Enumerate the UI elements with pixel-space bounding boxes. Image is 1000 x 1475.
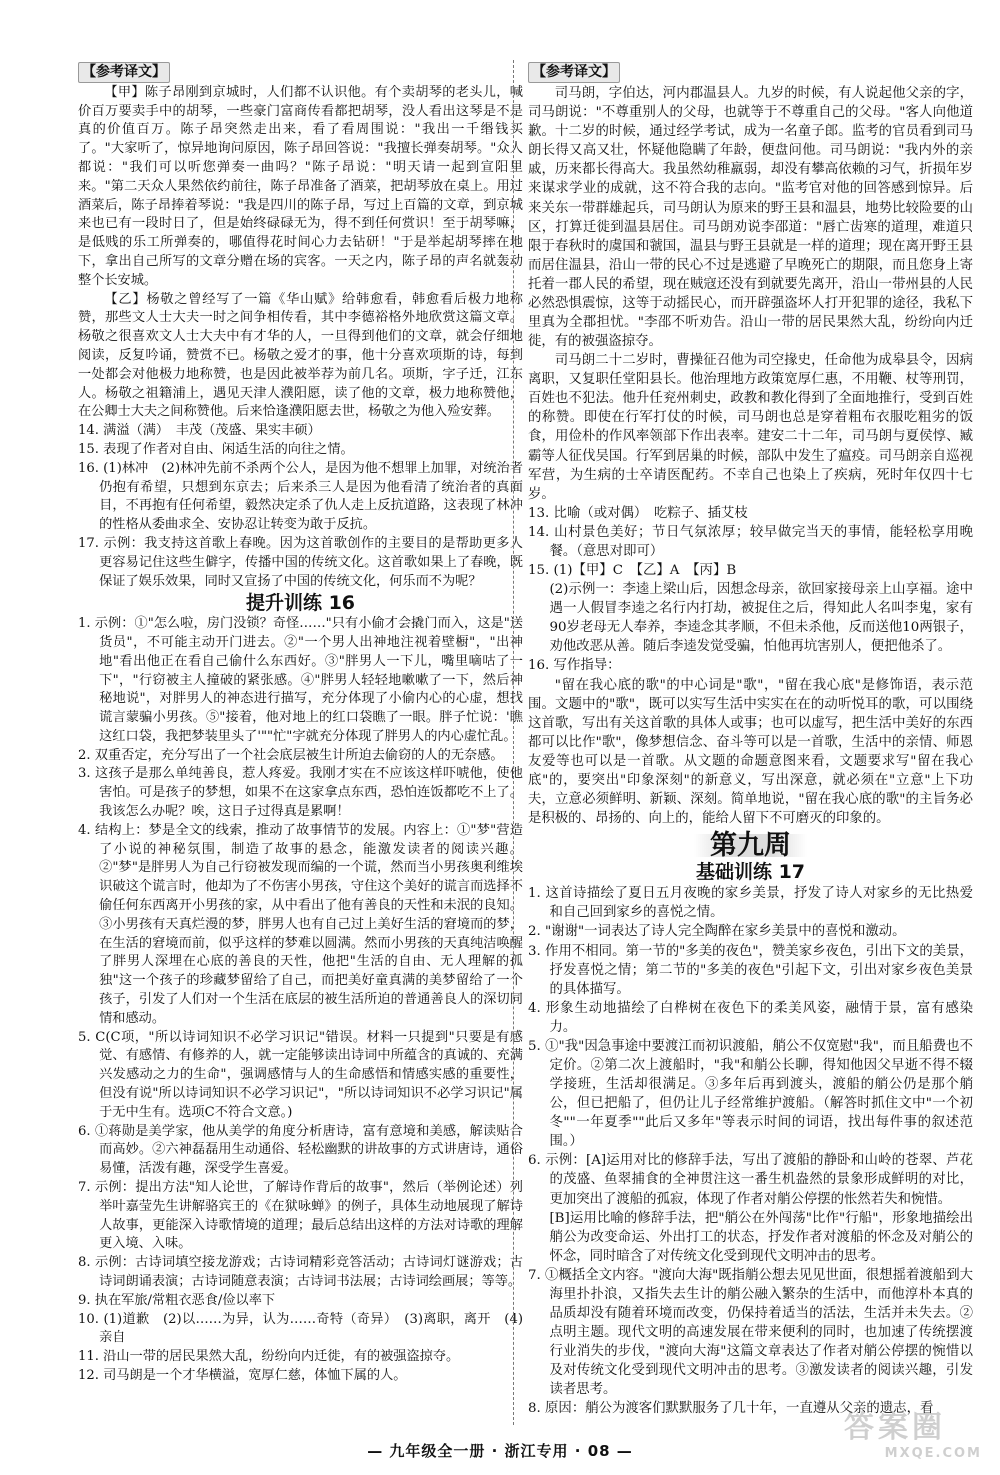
answer-14: 14. 满溢（满） 丰茂（茂盛、果实丰硕） <box>78 423 321 439</box>
page-footer: — 九年级全一册 · 浙江专用 · 08 — <box>367 1442 633 1460</box>
answer-t16-9: 9. 执在军旅/常粗衣恶食/俭以率下 <box>78 1292 276 1308</box>
answer-t17-6: 6. 示例：[A]运用对比的修辞手法，写出了渡船的静卧和山岭的苍翠、芦花的茂盛、鱼翠捕食的全神贯注这一番生机盎然的景象形成鲜明的对比，更加突出了渡船的孤寂，体现了作者对艄公停摆的怅然若失和惋惜。 <box>528 1153 973 1207</box>
answer-15: 15. 表现了作者对自由、闲适生活的向往之情。 <box>78 441 354 457</box>
week-banner <box>528 830 973 862</box>
translation-paragraph-jia: 【甲】陈子昂刚到京城时，人们都不认识他。有个卖胡琴的老头儿，喊价百万要卖手中的胡琴，一些豪门富商传看都把胡琴，没人看出这琴是不是真的价值百万。陈子昂突然走出来，看了看周围说："我出一千缗钱买了。"大家听了，惊异地询问原因，陈子昂回答说："我擅长弹奏胡琴。"众人都说："我们可以听您弹奏一曲吗？"陈子昂说："明天请一起到宣阳里来。"第二天众人果然依约前往，陈子昂准备了酒菜，把胡琴放在桌上。用过酒菜后，陈子昂捧着琴说："我是四川的陈子昂，写过上百篇的文章，到京城来也已有一段时日了，但是始终碌碌无为，得不到任何赏识！至于胡琴嘛，是低贱的乐工所弹奏的，哪值得花时间心力去钻研！"于是举起胡琴摔在地下，拿出自己所写的文章分赠在场的宾客。一天之内，陈子昂的声名就轰动整个长安城。 <box>78 84 523 288</box>
answer-t17-8: 8. 原因：艄公为渡客们默默服务了几十年，一直遵从父亲的遗志，看 <box>528 1401 934 1417</box>
answer-t16-2: 2. 双重否定，充分写出了一个社会底层被生计所迫去偷窃的人的无奈感。 <box>78 747 504 763</box>
watermark-text: 答案圈 <box>844 1410 946 1445</box>
answer-t16-1: 1. 示例：①"怎么啦，房门没锁？奇怪……"只有小偷才会撬门而入，这是"送货员"，不可能主动开门进去。②"一个男人出神地注视着壁橱"，"出神地"看出他正在看自己偷什么东西好。③"胖男人一下儿，嘴里嘀咕了一下"，"行窃被主人撞破的紧张感。④"胖男人轻轻地嗽嗽了一下，然后神秘地说"，对胖男人的神态进行描写，充分体现了小偷内心的心虚，想找谎言蒙骗小男孩。⑤"接着，他对地上的红口袋瞧了一眼。胖子忙说：'瞧这红口袋，我把梦装里头了'""忙"字就充分体现了胖男人的内心虚忙乱。 <box>78 616 523 744</box>
answer-16: 16. (1)林冲 (2)林冲先前不杀两个公人，是因为他不想罪上加罪，对统治者仍抱有希望，只想到东京去；后来杀三人是因为他看清了统治者的真面目，不再抱有任何希望，毅然决定杀了仇人走上反抗道路，这表现了林冲的性格从委曲求全、安协忍让转变为敢于反抗。 <box>78 460 523 533</box>
answer-t16-11: 11. 沿山一带的居民果然大乱，纷纷向内迁徙，有的被强盗掠夺。 <box>78 1349 460 1365</box>
answer-t16-5: 5. C(C项，"所以诗词知识不必学习识记"错误。材料一只提到"只要是有感觉、有感情、有修养的人，就一定能够读出诗词中所蕴含的真诚的、充满兴发感动之力的生命"，强调感情与人的生命感悟和情感实感的重要性，但没有说"所以诗词知识不必学习识记"，"所以诗词知识不必学习识记"属于无中生有。选项C不符合文意。) <box>78 1029 523 1120</box>
answer-t17-1: 1. 这首诗描绘了夏日五月夜晚的家乡美景，抒发了诗人对家乡的无比热爱和自己回到家乡的喜悦之情。 <box>528 886 973 921</box>
answer-15-1: 15. (1)【甲】C 【乙】A 【丙】B <box>528 563 737 579</box>
answer-t16-7: 7. 示例：提出方法"知人论世，了解诗作背后的故事"，然后（举例论述）列举叶嘉莹先生讲解骆宾王的《在狱咏蝉》的例子，具体生动地展现了解诗人故事，更能深入诗歌情境的道理；最后总结出这样的方法对诗歌的理解更入境、入味。 <box>78 1180 523 1252</box>
section-heading-training-17: 基础训练 17 <box>695 861 806 884</box>
watermark-logo <box>844 1402 982 1466</box>
answer-15-2: (2)示例一：李逵上梁山后，因想念母亲，欲回家接母亲上山享福。途中遇一人假冒李逵之名行内打劫，被捉住之后，得知此人名叫李鬼，家有90岁老母无人奉养，李逵念其孝顺，不但未杀他，反而送他10两银子，劝他改恶从善。随后李逵发觉受骗，怕他再坑害别人，便把他杀了。 <box>549 582 973 655</box>
answer-t17-3: 3. 作用不相同。第一节的"多美的夜色"，赞美家乡夜色，引出下文的美景，抒发喜悦之情；第二节的"多美的夜色"引起下文，引出对家乡夜色美景的具体描写。 <box>528 943 973 997</box>
translation-paragraph-1: 司马朗，字伯达，河内郡温县人。九岁的时候，有人说起他父亲的字，司马朗说："不尊重别人的父母，也就等于不尊重自己的父母。"客人向他道歉。十二岁的时候，通过经学考试，成为一名童子郎。监考的官员看到司马朗长得又高又壮，怀疑他隐瞒了年龄，便盘问他。司马朗说："我内外的亲戚，历来都长得高大。我虽然幼稚羸弱，却没有攀高依赖的习气，折损年岁来谋求学业的成就，这不符合我的志向。"监考官对他的回答感到惊异。后来关东一带群雄起兵，司马朗认为原来的野王县和温县，地势比较险要的山区，打算迁徙到温县居住。司马朗劝说李邵道："唇亡齿寒的道理，难道只限于春秋时的虞国和虢国，温县与野王县就是一样的道理；现在离开野王县而居住温县，沿山一带的民心不过是逃避了早晚死亡的期限，而且您身上寄托着一郡人民的希望，现在贼寇还没有到就要先离开，沿山一带州县的人民必然恐惧震惊，这等于动摇民心，而开辟强盗坏人打开犯罪的途径，我私下里真为全郡担忧。"李邵不听劝告。沿山一带的居民果然大乱，纷纷向内迁徙，有的被强盗掠夺。 <box>528 86 973 350</box>
answer-t16-10: 10. (1)道歉 (2)以……为异，认为……奇特（奇异） (3)离职，离开 (4)亲自 <box>78 1311 523 1346</box>
answer-t17-7: 7. ①概括全文内容。"渡向大海"既指艄公想去见见世面，很想摇着渡船到大海里扑扑浪，又指失去生计的艄公融入繁杂的生活中，而他淳朴本真的品质却没有随着环境而改变，仍保持着适当的活法，生活并未失去。②点明主题。现代文明的高速发展在带来便利的同时，也加速了传统摆渡行业消失的步伐，"渡向大海"这篇文章表达了作者对艄公停摆的惋惜以及对传统文化受到现代文明冲击的思考。③激发读者的阅读兴趣，引发读者思考。 <box>528 1267 973 1398</box>
answer-t17-6b: [B]运用比喻的修辞手法，把"艄公在外闯荡"比作"行船"，形象地描绘出艄公为改变命运、外出打工的状态，抒发作者对渡船的怀念及对艄公的怀念，同时暗含了对传统文化受到现代文明冲击的思考。 <box>549 1210 973 1264</box>
watermark-url: MXQE.COM <box>884 1446 982 1461</box>
answer-t17-2: 2. "谢谢"一词表达了诗人完全陶醉在家乡美景中的喜悦和激动。 <box>528 924 906 940</box>
answer-t16-6: 6. ①蒋勋是美学家，他从美学的角度分析唐诗，富有意境和美感，解读贴合而高妙。②六神磊磊用生动通俗、轻松幽默的讲故事的方式讲唐诗，通俗易懂，活泼有趣，深受学生喜爱。 <box>78 1123 523 1177</box>
column-divider <box>513 60 514 1425</box>
answer-16-guidance: "留在我心底的歌"的中心词是"歌"，"留在我心底"是修饰语，表示范围。文题中的"歌"，既可以实写生活中实实在在的动听悦耳的歌，可以围绕这首歌，写出有关这首歌的具体人或事；也可以虚写，把生活中美好的东西都可以比作"歌"，像梦想信念、奋斗等可以是一首歌，生活中的亲情、师恩友爱等也可以是一首歌。从文题的命题意图来看，文题要求写"留在我心底"的，要突出"印象深刻"的新意义，写出深意，就必须在"立意"上下功夫，立意必须鲜明、新颖、深刻。简单地说，"留在我心底的歌"的主旨务必是积极的、昂扬的、向上的，能给人留下不可磨灭的印象的。 <box>528 677 973 827</box>
answer-t16-8: 8. 示例：古诗词填空接龙游戏；古诗词精彩竞答活动；古诗词灯谜游戏；古诗词朗诵表演；古诗词随意表演；古诗词书法展；古诗词绘画展；等等。 <box>78 1255 523 1289</box>
left-column <box>78 60 523 1386</box>
answer-t16-3: 3. 这孩子是那么单纯善良，惹人疼爱。我刚才实在不应该这样吓唬他，使他害怕。可是孩子的梦想，如果不在这家拿点东西，恐怕连饭都吃不上了。我该怎么办呢？唉，这日子过得真是累啊！ <box>78 766 523 820</box>
translation-paragraph-2: 司马朗二十二岁时，曹操征召他为司空掾史，任命他为成皋县令，因病离职，又复职任堂阳县长。他治理地方政策宽厚仁惠，不用鞭、杖等刑罚，百姓也不犯法。他升任兖州刺史，政教和教化得到了全面地推行，受到百姓的称赞。即使在行军打仗的时候，司马朗也总是穿着粗布衣服吃粗劣的饭食，用俭朴的作风率领部下作出表率。建安二十二年，司马朗与夏侯惇、臧霸等人征伐吴国。行军到居巢的时候，部队中发生了瘟疫。司马朗亲自巡视军营，为生病的士卒请医配药。不幸自己也染上了疾病，死时年仅四十七岁。 <box>528 353 973 502</box>
answer-t16-4: 4. 结构上：梦是全文的线索，推动了故事情节的发展。内容上：①"梦"营造了小说的神秘氛围，制造了故事的悬念，能激发读者的阅读兴趣。②"梦"是胖男人为自己行窃被发现而编的一个谎，然而当小男孩奥利维埃识破这个谎言时，他却为了不伤害小男孩，守住这个美好的谎言而选择不偷任何东西离开小男孩的家，从中看出了他有善良的天性和未泯的良知。③小男孩有天真烂漫的梦，胖男人也有自己过上美好生活的窘境而的梦，在生活的窘境而前，似乎这样的梦难以圆满。然而小男孩的天真纯洁唤醒了胖男人深埋在心底的善良的天性，他把"生活的自由、无人理解的孤独"这一个孩子的珍藏梦留给了自己，而把美好童真满的美梦留给了一个孩子，引发了人们对一个生活在底层的被生活所迫的普通善良人的深切同情和感动。 <box>78 822 523 1026</box>
answer-14: 14. 山村景色美好；节日气氛浓厚；较早做完当天的事情，能轻松享用晚餐。（意思对即可） <box>528 524 973 559</box>
answer-16: 16. 写作指导： <box>528 658 621 674</box>
reference-translation-label: 【参考译文】 <box>528 62 620 83</box>
reference-translation-label: 【参考译文】 <box>78 62 170 83</box>
right-column <box>528 60 973 1418</box>
answer-t17-4: 4. 形象生动地描绘了白桦树在夜色下的柔美风姿，融情于景，富有感染力。 <box>528 1000 973 1035</box>
section-heading-training-16: 提升训练 16 <box>245 592 356 615</box>
answer-17: 17. 示例：我支持这首歌上春晚。因为这首歌创作的主要目的是帮助更多人更容易记住这些生僻字，传播中国的传统文化。这首歌如果上了春晚，既保证了娱乐效果，同时又宣扬了中国的传统文化，何乐而不为呢？ <box>78 535 523 589</box>
answer-13: 13. 比喻（或对偶） 吃粽子、插艾枝 <box>528 505 748 521</box>
answer-t17-5: 5. ①"我"因急事途中要渡江而初识渡船，艄公不仅宽慰"我"，而且船费也不定价。②第二次上渡船时，"我"和艄公长聊，得知他因父早逝不得不辍学接班，生活却很满足。③多年后再到渡头，渡船的艄公仍是那个艄公，但已把船了，但仍让儿子经常维护渡船。（解答时抓住文中"一个初冬""一年夏季""此后又多年"等表示时间的词语，找出每件事的叙述范围。） <box>528 1038 973 1150</box>
answer-t16-12: 12. 司马朗是一个才华横溢，宽厚仁慈，体恤下属的人。 <box>78 1367 407 1383</box>
week-title: 第九周 <box>694 834 807 857</box>
translation-paragraph-yi: 【乙】杨敬之曾经写了一篇《华山赋》给韩愈看，韩愈看后极力地称赞，那些文人士大夫一时之间争相传看，其中李德裕格外地欣赏这篇文章。杨敬之很喜欢文人士大夫中有才华的人，一旦得到他们的文章，就会仔细地阅读，反复吟诵，赞赏不已。杨敬之爱才的事，他十分喜欢项斯的诗，每到一处都会对他极力地称赞，也是因此被举荐为前几名。项斯，字子迁，江东人。杨敬之祖籍浦上，遇见天津人濮阳愿，读了他的文章，极力地称赞他，在公卿士大夫之间称赞他。后来恰逢濮阳愿去世，杨敬之为他入殓安葬。 <box>78 291 523 420</box>
